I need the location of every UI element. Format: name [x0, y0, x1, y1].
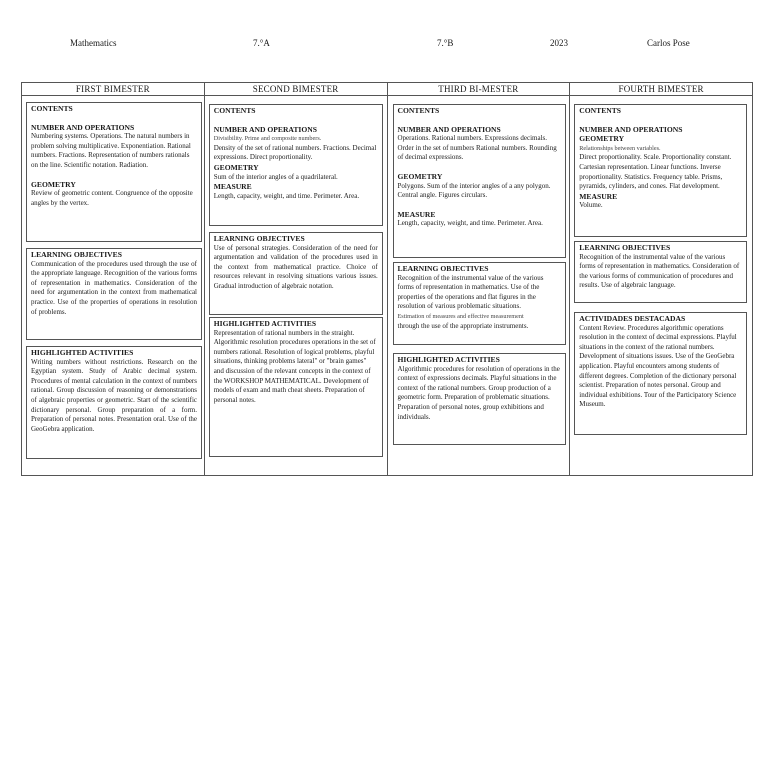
subject-label: Mathematics — [70, 38, 117, 48]
section-heading: NUMBER AND OPERATIONS — [213, 124, 317, 134]
column-fourth-bimester — [570, 83, 752, 475]
activities-title: HIGHLIGHTED ACTIVITIES — [397, 355, 500, 364]
activities-box — [574, 312, 747, 435]
objectives-box — [393, 262, 566, 345]
column-title: THIRD BI-MESTER — [388, 83, 570, 96]
contents-title: CONTENTS — [397, 106, 440, 115]
activities-text: Writing numbers without restrictions. Research on the Egyptian system. Study of Arabic decimal system. Procedures of mental calculation in the context of numbers rational. Group discussion of reasoning or demonstrations of algebraic properties or geometric. Start of the scientific dictionary personal. Group preparation of a form. Preparation of personal notes. Presentation oral. Use of the GeoGebra application. — [31, 357, 197, 433]
year-label: 2023 — [550, 38, 568, 48]
section-text: Direct proportionality. Scale. Proportionality constant. Cartesian representation. Linear functions. Inverse proportionality. Statistics. Frequency table. Prisms, pyramids, cylinders, and cones. Flat development. — [579, 153, 732, 191]
activities-box — [209, 317, 383, 457]
objectives-box — [209, 232, 383, 315]
objectives-text: Recognition of the instrumental value of the various forms of representation in mathematics. Consideration of the various forms of communication of procedures and results. Use of algebraic language. — [579, 252, 740, 290]
column-title: FIRST BIMESTER — [22, 83, 204, 96]
section-heading: NUMBER AND OPERATIONS — [397, 124, 501, 134]
section-text: Volume. — [579, 201, 603, 210]
activities-text: Content Review. Procedures algorithmic operations resolution in the context of decimal expressions. Playful situations in the context of the rational numbers. Development of situations issues. Use of the GeoGebra application. Playful encounters among students of different degrees. Completion of the dictionary personal scientist. Preparation of notes personal. Group and individual exhibitions. Tour of the Participatory Science Museum. — [579, 323, 737, 409]
objectives-title: LEARNING OBJECTIVES — [31, 250, 122, 259]
contents-box — [393, 104, 566, 258]
column-first-bimester — [22, 83, 205, 475]
section-text: Density of the set of rational numbers. Fractions. Decimal expressions. Direct proportionality. — [213, 143, 377, 162]
section-text: Sum of the interior angles of a quadrilateral. — [213, 172, 338, 181]
contents-title: CONTENTS — [31, 104, 73, 113]
section-text: Length, capacity, weight, and time. Perimeter. Area. — [397, 219, 543, 228]
section-heading: GEOMETRY — [213, 162, 259, 172]
contents-box — [209, 104, 383, 226]
section-heading: MEASURE — [213, 182, 252, 192]
activities-title: ACTIVIDADES DESTACADAS — [579, 314, 686, 323]
column-third-bimester — [388, 83, 571, 475]
section-text: Length, capacity, weight, and time. Perimeter. Area. — [213, 191, 360, 200]
section-text: Operations. Rational numbers. Expressions decimals. Order in the set of numbers Rational numbers. Rounding of decimal expressions. — [397, 134, 557, 162]
contents-box — [26, 102, 202, 242]
section-heading: NUMBER AND OPERATIONS — [579, 124, 683, 134]
section-heading: NUMBER AND OPERATIONS — [31, 122, 135, 132]
column-title: SECOND BIMESTER — [205, 83, 387, 96]
course-b-label: 7.°B — [437, 38, 454, 48]
objectives-title: LEARNING OBJECTIVES — [213, 234, 305, 243]
contents-box — [574, 104, 747, 237]
section-heading: MEASURE — [397, 209, 436, 219]
contents-title: CONTENTS — [213, 106, 256, 115]
objectives-text: Communication of the procedures used through the use of the appropriate language. Recognition of the various forms of representation in mathematics. Consideration of the need for argumentation in the context from mathematical practice. Use of the properties of operations in resolution of problems. — [31, 259, 197, 316]
section-heading: GEOMETRY — [397, 171, 443, 181]
objectives-text: Use of personal strategies. Consideration of the need for argumentation and validation of the procedures used in the context from mathematical practice. Choice of resources relevant in resolving situations various issues. Gradual introduction of algebraic notation. — [213, 243, 378, 290]
section-text: Review of geometric content. Congruence of the opposite angles by the vertex. — [31, 189, 193, 207]
section-small-text: Divisibility. Prime and composite numbers. — [213, 135, 322, 143]
objectives-box — [26, 248, 202, 340]
column-second-bimester — [205, 83, 388, 475]
section-heading: GEOMETRY — [31, 179, 76, 189]
section-text: Numbering systems. Operations. The natural numbers in problem solving multiplicative. Exponentiation. Rational numbers. Fractions. Representation of numbers rationals on the line. Scientific notation. Radiation. — [31, 132, 191, 169]
objectives-title: LEARNING OBJECTIVES — [579, 243, 671, 252]
objectives-title: LEARNING OBJECTIVES — [397, 264, 489, 273]
activities-text: Algorithmic procedures for resolution of operations in the context of expressions decimals. Playful situations in the context of the rational numbers. Group production of a geometric form. Preparation of problematic situations. Preparation of personal notes, group exhibitions and individuals. — [397, 364, 560, 421]
column-title: FOURTH BIMESTER — [570, 83, 752, 96]
section-heading: MEASURE — [579, 191, 618, 201]
section-heading: GEOMETRY — [579, 134, 625, 144]
objectives-text-2: through the use of the appropriate instruments. — [397, 321, 529, 330]
teacher-label: Carlos Pose — [647, 38, 690, 48]
activities-title: HIGHLIGHTED ACTIVITIES — [213, 319, 317, 328]
activities-box — [26, 346, 202, 459]
activities-text: Representation of rational numbers in the straight. Algorithmic resolution procedures operations in the set of numbers rational. Resolution of logical problems, playful situations, thinking problems lateral" or "brain games" and discussion of the relevant concepts in the context of the WORKSHOP MATHEMATICAL. Development of models of exam and math cheat sheets. Preparation of personal notes. — [213, 328, 376, 404]
section-small-text: Relationships between variables. — [579, 144, 661, 152]
section-text: Polygons. Sum of the interior angles of a any polygon. Central angle. Figures circulars. — [397, 181, 551, 200]
course-a-label: 7.°A — [253, 38, 270, 48]
objectives-small-text: Estimation of measures and effective measurement — [397, 312, 524, 320]
bimester-table — [21, 82, 753, 476]
activities-box — [393, 353, 566, 445]
contents-title: CONTENTS — [579, 106, 622, 115]
activities-title: HIGHLIGHTED ACTIVITIES — [31, 348, 134, 357]
objectives-text: Recognition of the instrumental value of the various forms of representation in mathematics. Use of the properties of the operations and flat figures in the resolution of various problematic situations. — [397, 273, 544, 311]
objectives-box — [574, 241, 747, 303]
